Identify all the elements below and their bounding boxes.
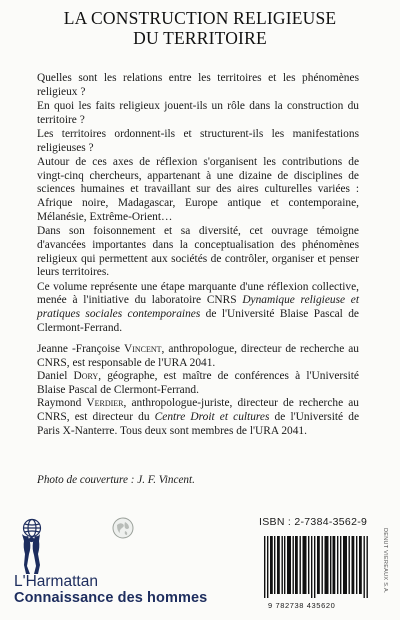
- question-3: Les territoires ordonnent-ils et structurent-ils les manifestations religieuses ?: [37, 128, 359, 154]
- paragraph-volume: Ce volume représente une étape marquante d'une réflexion collective, menée à l'initiative du laboratoire CNRS Dynamique religieuse et pratiques sociales contemporaines de l'Université Blaise Pascal de Clermont-Ferrand.: [37, 280, 360, 334]
- barcode-digits: 9 782738 435620: [268, 601, 336, 610]
- back-cover-blurb: [37, 72, 359, 336]
- centre-name: Centre Droit et cultures: [154, 410, 270, 423]
- title-line-1: LA CONSTRUCTION RELIGIEUSE: [63, 8, 337, 28]
- question-2: En quoi les faits religieux jouent-ils un rôle dans la construction du territoire ?: [37, 100, 359, 126]
- title-line-2: DU TERRITOIRE: [133, 28, 267, 48]
- paragraph-diversity: Dans son foisonnement et sa diversité, cet ouvrage témoigne d'avancées importantes dans la conceptualisation des phénomènes religieux qui permettent aux sociétés de contrôler, organiser et penser leurs territoires.: [37, 225, 359, 279]
- editor-surname: Dory: [73, 370, 99, 383]
- book-title: [0, 8, 400, 48]
- editor-surname: Vincent: [123, 343, 162, 355]
- photo-credit: Photo de couverture : J. F. Vincent.: [37, 474, 195, 486]
- barcode-icon: [264, 536, 368, 598]
- question-1: Quelles sont les relations entre les territoires et les phénomènes religieux ?: [37, 72, 359, 98]
- editor-surname: Verdier: [86, 397, 124, 410]
- editors-section: [37, 343, 359, 438]
- publisher-name: L'Harmattan: [14, 573, 98, 590]
- laboratory-name: Dynamique religieuse et pratiques sociales contemporaines: [37, 294, 360, 320]
- editor-vincent: Jeanne -Françoise Vincent, anthropologue, directeur de recherche au CNRS, est responsable de l'URA 2041.: [37, 343, 359, 369]
- printer-credit: DENUT VIEREAUX S.A.: [382, 528, 388, 594]
- collection-name: Connaissance des hommes: [14, 590, 208, 606]
- globe-icon: [112, 517, 134, 539]
- editor-verdier: Raymond Verdier, anthropologue-juriste, directeur de recherche au CNRS, est directeur du Centre Droit et cultures de l'Université de Paris X-Nanterre. Tous deux sont membres de l'URA 2041.: [37, 397, 359, 437]
- isbn-number: ISBN : 2-7384-3562-9: [259, 516, 368, 528]
- paragraph-contributions: Autour de ces axes de réflexion s'organisent les contributions de vingt-cinq chercheurs, appartenant à une dizaine de disciplines de sciences humaines et travaillant sur des aires culturelles variées : Afrique noire, Madagascar, Europe antique et contemporaine, Mélanésie, Extrême-Orient…: [37, 156, 359, 223]
- publisher-logo: [14, 574, 207, 606]
- editor-dory: Daniel Dory, géographe, est maître de conférences à l'Université Blaise Pascal de Clermont-Ferrand.: [37, 370, 359, 396]
